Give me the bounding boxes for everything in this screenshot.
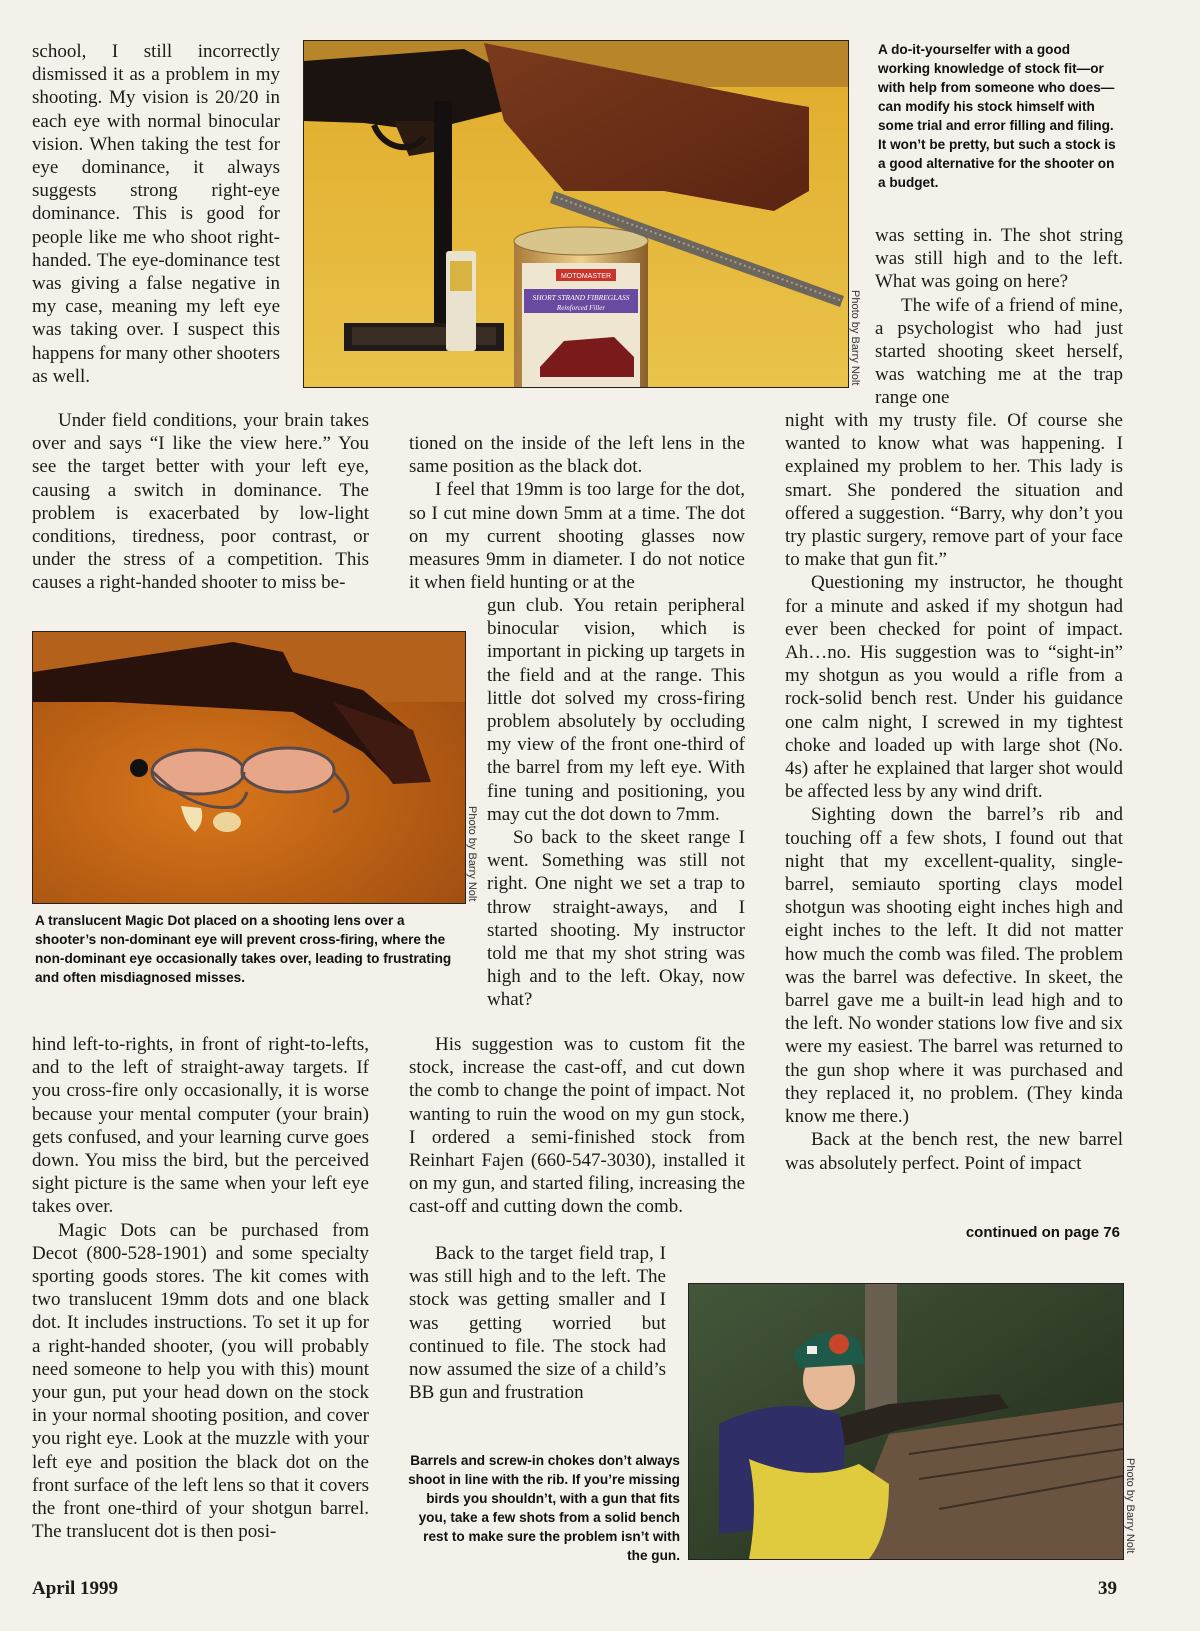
column2-paragraph-5: His suggestion was to custom fit the stock, increase the cast-off, and cut down the comb to change the point of impact. Not wanting to ruin the wood on my gun stock, I ordered a semi-finished stock from Reinhart Fajen (660-547-3030), installed it on my gun, and started filing, increasing the cast-off and cutting down the comb.	[409, 1034, 745, 1218]
column2-top	[409, 432, 745, 594]
column2-paragraph-1: tioned on the inside of the left lens in the same position as the black dot.	[409, 433, 745, 478]
can-sub-text: Reinforced Filler	[556, 304, 606, 312]
column2-lower	[409, 1033, 745, 1219]
column3-paragraph-3: night with my trusty file. Of course she wanted to know what was happening. I explained my problem to her. This lady is smart. She pondered the situation and offered a suggestion. “Barry, why don’t you try plastic surgery, remove part of your face to make that gun fit.”	[785, 410, 1123, 571]
can-label-text: SHORT STRAND FIBREGLASS	[532, 293, 630, 302]
bench-rest-photo-image	[689, 1284, 1123, 1559]
column2-bottom	[409, 1242, 666, 1404]
column3-main	[785, 409, 1123, 1175]
column1-bottom	[32, 1033, 369, 1543]
column3-paragraph-6: Back at the bench rest, the new barrel was absolutely perfect. Point of impact	[785, 1129, 1123, 1174]
column3-paragraph-5: Sighting down the barrel’s rib and touching off a few shots, I found out that night that my excellent-quality, single-barrel, semiauto sporting clays model shotgun was shooting eight inches high and eight inches to the left. It did not matter how much the comb was filed. The problem was the barrel was defective. In skeet, the barrel gave me a built-in lead high and to the left. No wonder stations low five and six were my easiest. The barrel was returned to the gun shop where it was purchased and they replaced it, no problem. (They kinda know me there.)	[785, 804, 1123, 1128]
column2-paragraph-4: So back to the skeet range I went. Something was still not right. One night we set a trap to throw straight-aways, and I started shooting. My instructor told me that my shot string was high and to the left. Okay, now what?	[487, 827, 745, 1011]
bench-rest-caption: Barrels and screw-in chokes don’t always shoot in line with the rib. If you’re missing birds you shouldn’t, with a gun that fits you, take a few shots from a solid bench rest to make sure the problem isn’t with the gun.	[408, 1453, 680, 1563]
column1-paragraph-2: Under field conditions, your brain takes over and says “I like the view here.” You see the target better with your left eye, causing a switch in dominance. The problem is exacerbated by low-light conditions, tiredness, poor contrast, or under the stress of a competition. This causes a right-handed shooter to miss be-	[32, 410, 369, 594]
issue-date: April 1999	[32, 1578, 119, 1599]
stock-caption: A do-it-yourselfer with a good working knowledge of stock fit—or with help from someone who does—can modify his stock himself with some trial and error filling and filing. It won’t be pretty, but such a stock is a good alternative for the shooter on a budget.	[878, 42, 1116, 190]
column3-top	[875, 224, 1123, 410]
stock-photo	[303, 40, 849, 388]
column3-paragraph-1: was setting in. The shot string was still high and to the left. What was going on here?	[875, 225, 1123, 293]
magic-dot-photo	[32, 631, 466, 904]
column1-top	[32, 40, 280, 388]
column3-paragraph-4: Questioning my instructor, he thought for a minute and asked if my shotgun had ever been checked for point of impact. Ah…no. His suggestion was to “sight-in” my shotgun as you would a rifle from a rock-solid bench rest. Under his guidance one calm night, I screwed in my tightest choke and loaded up with large shot (No. 4s) after he explained that larger shot would be affected less by any wind drift.	[785, 572, 1123, 803]
can-brand-text: MOTOMASTER	[560, 273, 612, 280]
photo-credit-3: Photo by Barry Nolt	[1124, 1458, 1136, 1554]
column2-paragraph-3: gun club. You retain peripheral binocular vision, which is important in picking up targets in the field and at the range. This little dot solved my cross-firing problem absolutely by occluding my view of the front one-third of the barrel from my left eye. With fine tuning and positioning, you may cut the dot down to 7mm.	[487, 595, 745, 825]
photo-credit-1: Photo by Barry Nolt	[849, 290, 861, 386]
column1-mid	[32, 409, 369, 595]
column1-paragraph-4: Magic Dots can be purchased from Decot (800-528-1901) and some specialty sporting goods stores. The kit comes with two translucent 19mm dots and one black dot. It includes instructions. To set it up for a right-handed shooter, (you will probably need someone to help you with this) mount your gun, put your head down on the stock in your normal shooting position, and cover you right eye. Look at the muzzle with your left eye and position the black dot on the front surface of the left lens so that it covers the front one-third of your shotgun barrel. The translucent dot is then posi-	[32, 1219, 369, 1543]
magic-dot-photo-image	[33, 632, 465, 903]
photo-credit-2: Photo by Barry Nolt	[466, 806, 478, 902]
page-number: 39	[1098, 1578, 1117, 1599]
column2-narrow	[487, 594, 745, 1012]
column3-paragraph-2: The wife of a friend of mine, a psychologist who had just started shooting skeet herself, was watching me at the trap range one	[875, 294, 1123, 409]
column1-paragraph-3: hind left-to-rights, in front of right-to-lefts, and to the left of straight-away targets. If you cross-fire only occasionally, it is worse because your mental computer (your brain) gets confused, and your learning curve goes down. You miss the bird, but the perceived sight picture is the same when your left eye takes over.	[32, 1034, 369, 1218]
stock-photo-image	[304, 41, 848, 387]
column2-paragraph-2: I feel that 19mm is too large for the dot, so I cut mine down 5mm at a time. The dot on my current shooting glasses now measures 9mm in diameter. I do not notice it when field hunting or at the	[409, 479, 745, 594]
bench-rest-photo	[688, 1283, 1124, 1560]
magic-dot-caption: A translucent Magic Dot placed on a shooting lens over a shooter’s non-dominant eye will prevent cross-firing, where the non-dominant eye occasionally takes over, leading to frustrating and often misdiagnosed misses.	[35, 913, 452, 985]
continued-note: continued on page 76	[965, 1224, 1120, 1241]
column1-paragraph-1: school, I still incorrectly dismissed it as a problem in my shooting. My vision is 20/20 in each eye with normal binocular vision. When taking the test for eye dominance, it always suggests strong right-eye dominance. This is good for people like me who shoot right-handed. The eye-dominance test was giving a false negative in my case, meaning my left eye was taking over. I suspect this happens for many other shooters as well.	[32, 41, 280, 387]
column2-paragraph-6: Back to the target field trap, I was still high and to the left. The stock was getting smaller and I was getting worried but continued to file. The stock had now assumed the size of a child’s BB gun and frustration	[409, 1243, 666, 1404]
